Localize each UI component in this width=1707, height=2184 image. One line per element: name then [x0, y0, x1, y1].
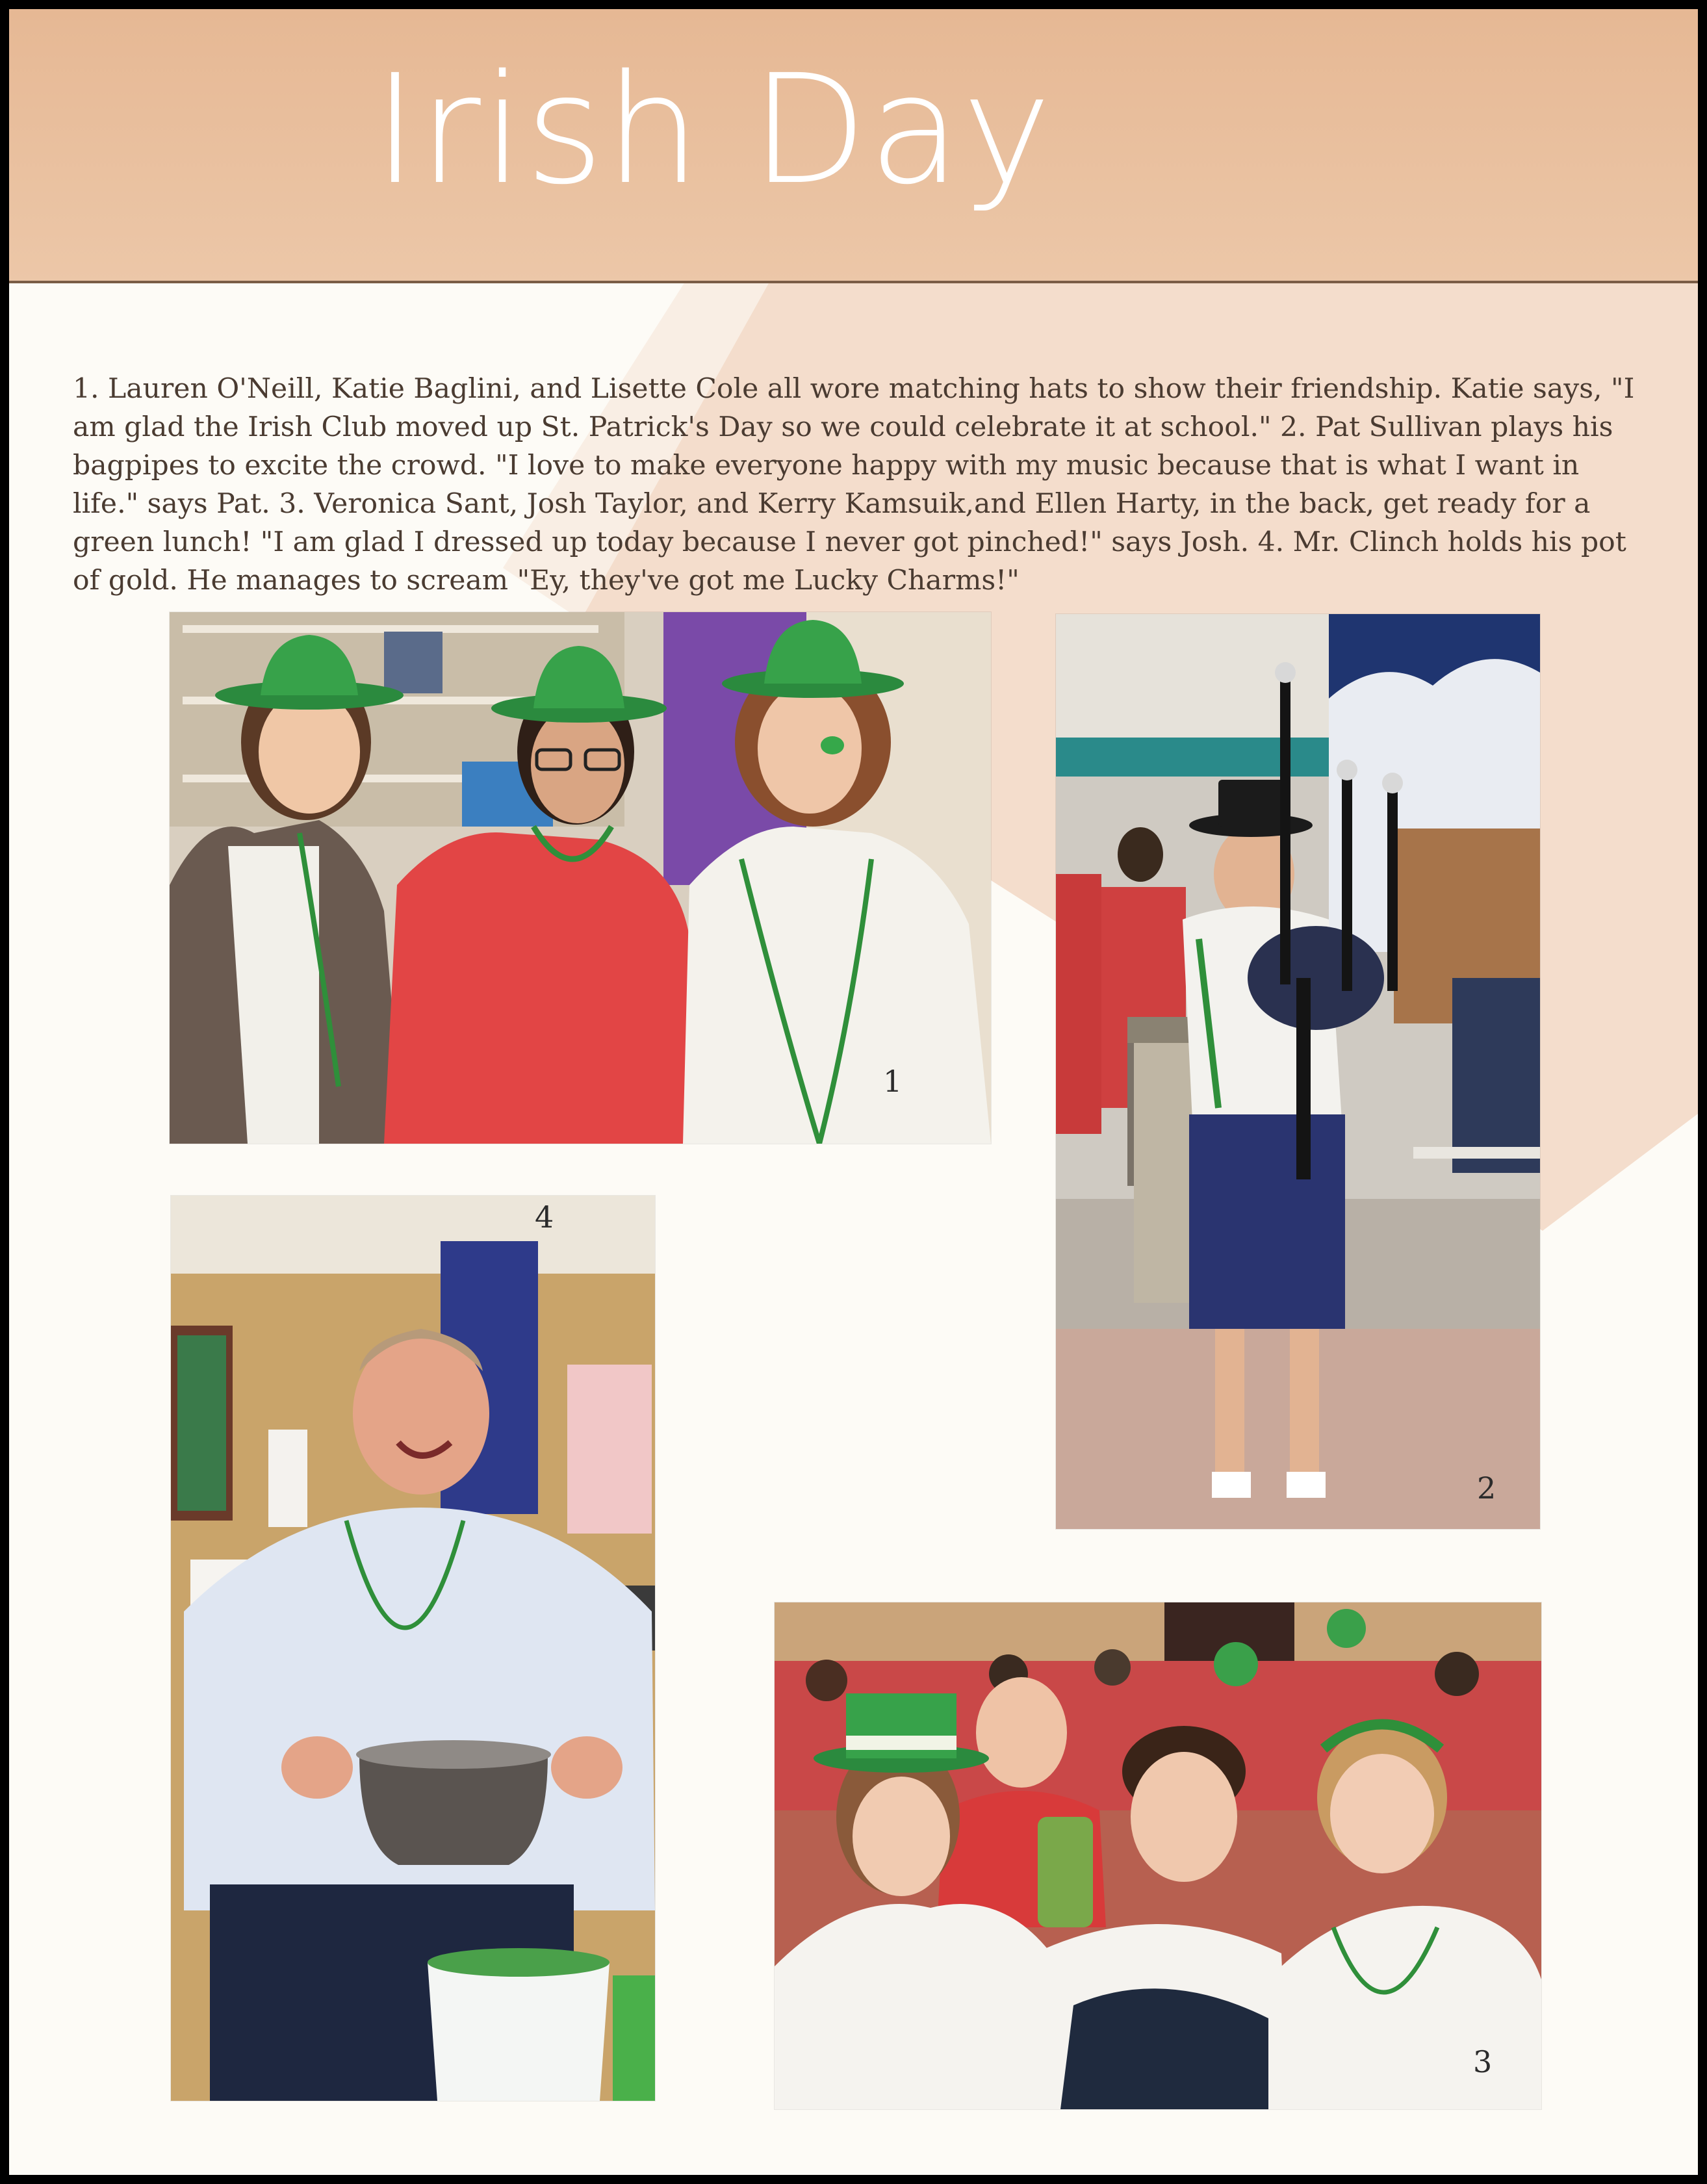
photo-teacher-pot-of-gold: [171, 1196, 655, 2101]
photo-number-4: 4: [535, 1200, 554, 1235]
photo-caption-text: 1. Lauren O'Neill, Katie Baglini, and Lisette Cole all wore matching hats to show their friendship. Katie says, "I am glad the Irish Club moved up St. Patrick's Day so we could celebrate it at school." 2. Pat Sullivan plays his bagpipes to excite the crowd. "I love to make everyone happy with my music because that is what I want in life." says Pat. 3. Veronica Sant, Josh Taylor, and Kerry Kamsuik,and Ellen Harty, in the back, get ready for a green lunch! "I am glad I dressed up today because I never got pinched!" says Josh. 4. Mr. Clinch holds his pot of gold. He manages to scream "Ey, they've got me Lucky Charms!": [73, 373, 1635, 597]
title-banner-rule: [9, 281, 1698, 283]
photo-girls-green-hats: [170, 612, 991, 1144]
photo-students-green-lunch: [775, 1602, 1541, 2109]
photo-number-1: 1: [883, 1064, 903, 1099]
photo-number-2: 2: [1477, 1471, 1496, 1506]
photo-number-3: 3: [1473, 2044, 1493, 2079]
photo-bagpiper: [1056, 614, 1540, 1529]
page-title: Irish Day: [373, 42, 1053, 218]
yearbook-page: [9, 9, 1698, 2175]
